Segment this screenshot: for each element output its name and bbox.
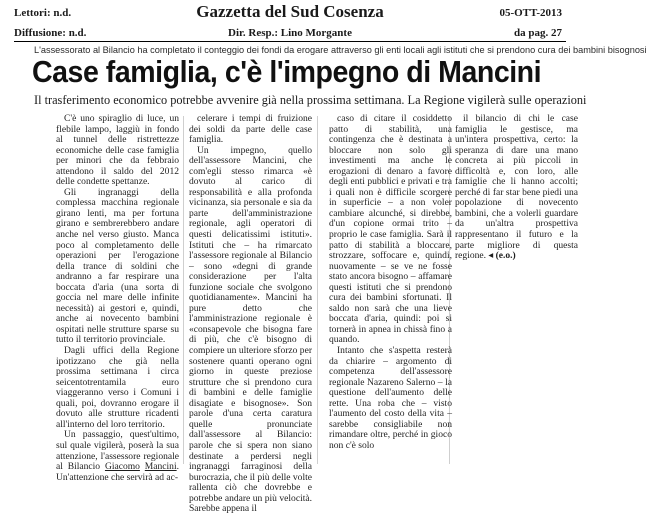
circulation-label: Diffusione: n.d. (14, 27, 87, 39)
paragraph-text: . Un'attenzione che servirà ad ac- (56, 461, 180, 483)
header-divider (14, 41, 566, 42)
paragraph: caso di citare il cosiddetto patto di stabilità, una contingenza che è destinata a bloccare non solo gli investimenti ma anche le erogazioni di denaro a favore degli enti pubblici e privati e tra i quali non è difficile scorgere in superficie – a non voler cambiare alcunché, si direbbe, d'un copione ormai trito – proprio le case famiglia. Sarà il patto di stabilità a bloccare, strozzare, soffocare e, quindi, nuovamente – se ve ne fosse stato ancora bisogno – affamare questi istituti che si prendono cura dei bambini sfortunati. Il saldo non sarà che una lieve boccata d'aria, quindi: poi si tornerà in apnea in chissà fino a quando. (329, 113, 452, 346)
paragraph: C'è uno spiraglio di luce, un flebile lampo, laggiù in fondo al tunnel delle ristrettezze economiche delle case famiglia per minori che da febbraio attendono il saldo del 2012 delle condette spettanze. (56, 113, 179, 188)
highlighted-name-last: Mancini (144, 461, 177, 473)
paragraph: Un impegno, quello dell'assessore Mancini, che com'egli stesso rimarca «è dovuto al carico di responsabilità e alla profonda vicinanza, sia personale e sia da parte dell'amministrazione regionale, agli operatori di questi delicatissimi istituti». Istituti che – ha rimarcato l'assessore regionale al Bilancio – sono «degni di grande considerazione per l'alta funzione sociale che svolgono quotidianamente». Mancini ha pure detto che l'amministrazione regionale è «consapevole che bisogna fare di più, che c'è bisogno di compiere un ulteriore sforzo per sostenere quanti operano ogni giorno in queste preziose strutture che si prendono cura di bambini e delle famiglie disagiate e bisognose». Son parole d'una certa caratura quelle pronunciate dall'assessore al Bilancio: parole che si spera non siano destinate a perdersi negli ingranaggi farraginosi della burocrazia, che il più delle volte rallenta ciò che dovrebbe e potrebbe andare un più velocità. Sarebbe appena il (189, 144, 312, 515)
article-column-2 (189, 114, 312, 515)
column-divider (183, 116, 184, 464)
author-signature: ◂ (e.o.) (488, 250, 516, 262)
page-number: da pag. 27 (514, 27, 562, 39)
article-subheadline: Il trasferimento economico potrebbe avvenire già nella prossima settimana. La Regione vigilerà sulle operazioni (34, 93, 587, 107)
paragraph-text: il bilancio di chi le case famiglia le gestisce, ma un'intera prospettiva, certo: la speranza di dare una mano concreta ai più piccoli in difficoltà e, con loro, alle famiglie che li hanno accolti; perché di far star bene piedi una popolazione di novecento bambini, che a volerli guardare da un'altra prospettiva rappresentano il futuro e la parte migliore di questa regione. (455, 113, 578, 262)
article-column-4 (455, 114, 578, 262)
publication-date: 05-OTT-2013 (499, 7, 562, 19)
article-headline: Case famiglia, c'è l'impegno di Mancini (32, 54, 542, 89)
paragraph-text: Un passaggio, quest'ultimo, sul quale vigilerà, poserà la sua attenzione, l'assessore regionale al Bilancio (56, 429, 179, 473)
readers-label: Lettori: n.d. (14, 7, 72, 19)
paragraph: Gli ingranaggi della complessa macchina regionale girano lenti, ma per fortuna girano e sembrerebbero andare anche nel verso giusto. Manca poco al completamento delle operazioni per l'erogazione della trance di soldini che andranno a far respirare una boccata d'aria (una sorta di goccia nel mare delle infinite necessità) ai gestori e, quindi, anche ai novecento bambini ospitati nelle strutture sparse su tutto il territorio provinciale. (56, 186, 179, 346)
highlighted-name-first: Giacomo (104, 461, 140, 473)
paragraph (56, 430, 179, 483)
article-kicker: L'assessorato al Bilancio ha completato il conteggio dei fondi da erogare attraverso gli enti locali agli istituti che si prendono cura dei bambini bisognosi (34, 45, 647, 55)
article-column-3 (329, 114, 452, 452)
paragraph (455, 114, 578, 262)
editor-label: Dir. Resp.: Lino Morgante (228, 27, 352, 39)
paragraph: Intanto che s'aspetta resterà da chiarire – argomento di competenza dell'assessore regionale Nazareno Salerno – la questione dell'aumento delle rette. Una roba che – visto l'aumento del costo della vita – sarebbe consigliabile non rimandare oltre, perché in gioco non c'è solo (329, 345, 452, 451)
column-divider (317, 116, 318, 464)
paragraph: Dagli uffici della Regione ipotizzano che già nella prossima settimana i circa seicentotrentamila euro viaggeranno verso i Comuni i quali, poi, dovranno erogare il dovuto alle strutture ricadenti all'interno del loro territorio. (56, 345, 179, 430)
paragraph: celerare i tempi di fruizione dei soldi da parte delle case famiglia. (189, 113, 312, 146)
newspaper-masthead: Gazzetta del Sud Cosenza (196, 2, 384, 21)
article-column-1 (56, 114, 179, 483)
